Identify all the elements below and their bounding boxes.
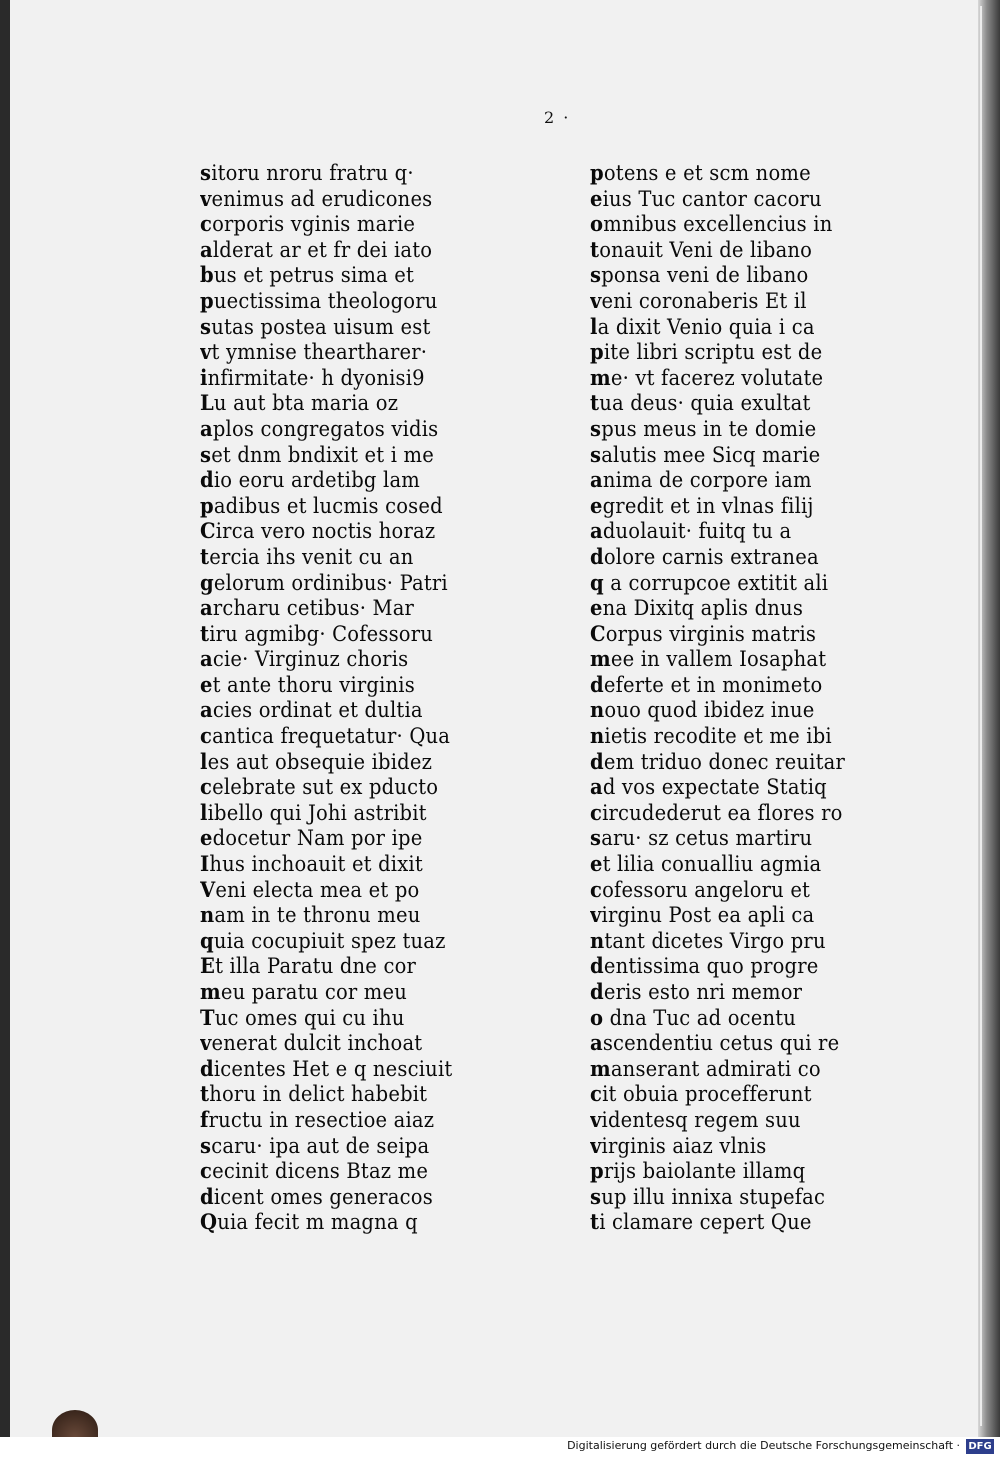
manuscript-line: venimus ad erudicones: [200, 185, 433, 211]
manuscript-line: Quia fecit m magna q: [200, 1209, 418, 1235]
manuscript-line: sitoru nroru fratru q·: [200, 160, 414, 185]
manuscript-line: celebrate sut ex pducto: [200, 774, 439, 800]
dfg-logo: DFG: [966, 1439, 994, 1454]
manuscript-line: Veni electa mea et po: [200, 876, 420, 902]
manuscript-line: spus meus in te domie: [590, 415, 817, 441]
manuscript-line: o dna Tuc ad ocentu: [590, 1004, 797, 1030]
manuscript-line: saru· sz cetus martiru: [590, 825, 813, 851]
manuscript-line: cecinit dicens Btaz me: [200, 1158, 429, 1184]
manuscript-line: dem triduo donec reuitar: [590, 748, 845, 774]
manuscript-line: la dixit Venio quia i ca: [590, 313, 815, 339]
manuscript-line: eius Tuc cantor cacoru: [590, 185, 822, 211]
manuscript-line: deferte et in monimeto: [590, 671, 823, 697]
manuscript-line: potens e et scm nome: [590, 160, 811, 185]
manuscript-line: cofessoru angeloru et: [590, 876, 811, 902]
manuscript-line: virginis aiaz vlnis: [590, 1132, 767, 1158]
manuscript-line: q a corrupcoe extitit ali: [590, 569, 829, 595]
digitization-footer: [0, 1437, 1000, 1457]
manuscript-line: dicentes Het e q nesciuit: [200, 1055, 453, 1081]
manuscript-line: et lilia conualliu agmia: [590, 851, 822, 877]
manuscript-line: dicent omes generacos: [200, 1183, 433, 1209]
manuscript-line: ti clamare cepert Que: [590, 1209, 812, 1235]
manuscript-line: infirmitate· h dyonisi9: [200, 364, 425, 390]
manuscript-line: scaru· ipa aut de seipa: [200, 1132, 430, 1158]
manuscript-line: ntant dicetes Virgo pru: [590, 927, 826, 953]
manuscript-line: acies ordinat et dultia: [200, 697, 423, 723]
manuscript-line: dentissima quo progre: [590, 953, 819, 979]
folio-mark: 2 ·: [544, 108, 571, 127]
manuscript-line: tiru agmibg· Cofessoru: [200, 620, 434, 646]
manuscript-line: cit obuia procefferunt: [590, 1081, 812, 1107]
manuscript-line: libello qui Johi astribit: [200, 799, 427, 825]
manuscript-line: venerat dulcit inchoat: [200, 1030, 423, 1056]
manuscript-line: sponsa veni de libano: [590, 262, 809, 288]
page-edge: [978, 0, 1000, 1437]
manuscript-line: fructu in resectioe aiaz: [200, 1106, 435, 1132]
manuscript-line: salutis mee Sicq marie: [590, 441, 821, 467]
manuscript-line: nam in te thronu meu: [200, 902, 421, 928]
manuscript-line: anima de corpore iam: [590, 467, 812, 493]
manuscript-line: aplos congregatos vidis: [200, 415, 439, 441]
manuscript-line: tua deus· quia exultat: [590, 390, 811, 416]
manuscript-line: videntesq regem suu: [590, 1106, 801, 1132]
manuscript-line: manserant admirati co: [590, 1055, 821, 1081]
manuscript-line: dolore carnis extranea: [590, 543, 819, 569]
manuscript-line: puectissima theologoru: [200, 287, 438, 313]
manuscript-line: Ihus inchoauit et dixit: [200, 851, 423, 877]
manuscript-line: deris esto nri memor: [590, 979, 803, 1004]
manuscript-line: meu paratu cor meu: [200, 979, 408, 1004]
footer-credit: Digitalisierung gefördert durch die Deutsche Forschungsgemeinschaft ·: [567, 1439, 960, 1452]
manuscript-line: alderat ar et fr dei iato: [200, 236, 433, 262]
left-text-column: [200, 160, 545, 1235]
manuscript-line: prijs baiolante illamq: [590, 1158, 806, 1184]
manuscript-line: nietis recodite et me ibi: [590, 723, 832, 749]
manuscript-line: tonauit Veni de libano: [590, 236, 813, 262]
manuscript-line: veni coronaberis Et il: [590, 287, 807, 313]
manuscript-line: acie· Virginuz choris: [200, 646, 409, 672]
manuscript-line: Et illa Paratu dne cor: [200, 953, 417, 979]
manuscript-line: Tuc omes qui cu ihu: [200, 1004, 405, 1030]
manuscript-line: thoru in delict habebit: [200, 1081, 428, 1107]
manuscript-line: quia cocupiuit spez tuaz: [200, 927, 446, 953]
manuscript-line: virginu Post ea apli ca: [590, 902, 815, 928]
manuscript-line: mee in vallem Iosaphat: [590, 646, 827, 672]
manuscript-line: et ante thoru virginis: [200, 671, 415, 697]
manuscript-line: ad vos expectate Statiq: [590, 774, 827, 800]
right-text-column: [590, 160, 935, 1235]
manuscript-line: tercia ihs venit cu an: [200, 543, 414, 569]
manuscript-line: Circa vero noctis horaz: [200, 518, 436, 544]
manuscript-line: aduolauit· fuitq tu a: [590, 518, 792, 544]
manuscript-line: set dnm bndixit et i me: [200, 441, 434, 467]
manuscript-line: cantica frequetatur· Qua: [200, 723, 451, 749]
manuscript-line: sutas postea uisum est: [200, 313, 431, 339]
manuscript-line: pite libri scriptu est de: [590, 339, 823, 365]
manuscript-line: nouo quod ibidez inue: [590, 697, 815, 723]
manuscript-line: padibus et lucmis cosed: [200, 492, 443, 518]
manuscript-line: vt ymnise theartharer·: [200, 339, 428, 365]
manuscript-line: edocetur Nam por ipe: [200, 825, 423, 851]
manuscript-line: egredit et in vlnas filij: [590, 492, 814, 518]
manuscript-line: gelorum ordinibus· Patri: [200, 569, 448, 595]
manuscript-line: les aut obsequie ibidez: [200, 748, 433, 774]
manuscript-line: ascendentiu cetus qui re: [590, 1030, 840, 1056]
manuscript-line: ena Dixitq aplis dnus: [590, 595, 804, 621]
manuscript-line: Lu aut bta maria oz: [200, 390, 399, 416]
manuscript-line: corporis vginis marie: [200, 211, 416, 237]
manuscript-line: Corpus virginis matris: [590, 620, 817, 646]
manuscript-line: circudederut ea flores ro: [590, 799, 843, 825]
manuscript-line: archaru cetibus· Mar: [200, 595, 415, 621]
manuscript-line: sup illu innixa stupefac: [590, 1183, 826, 1209]
manuscript-line: dio eoru ardetibg lam: [200, 467, 420, 493]
manuscript-line: bus et petrus sima et: [200, 262, 415, 288]
manuscript-line: omnibus excellencius in: [590, 211, 833, 237]
manuscript-line: me· vt facerez volutate: [590, 364, 824, 390]
